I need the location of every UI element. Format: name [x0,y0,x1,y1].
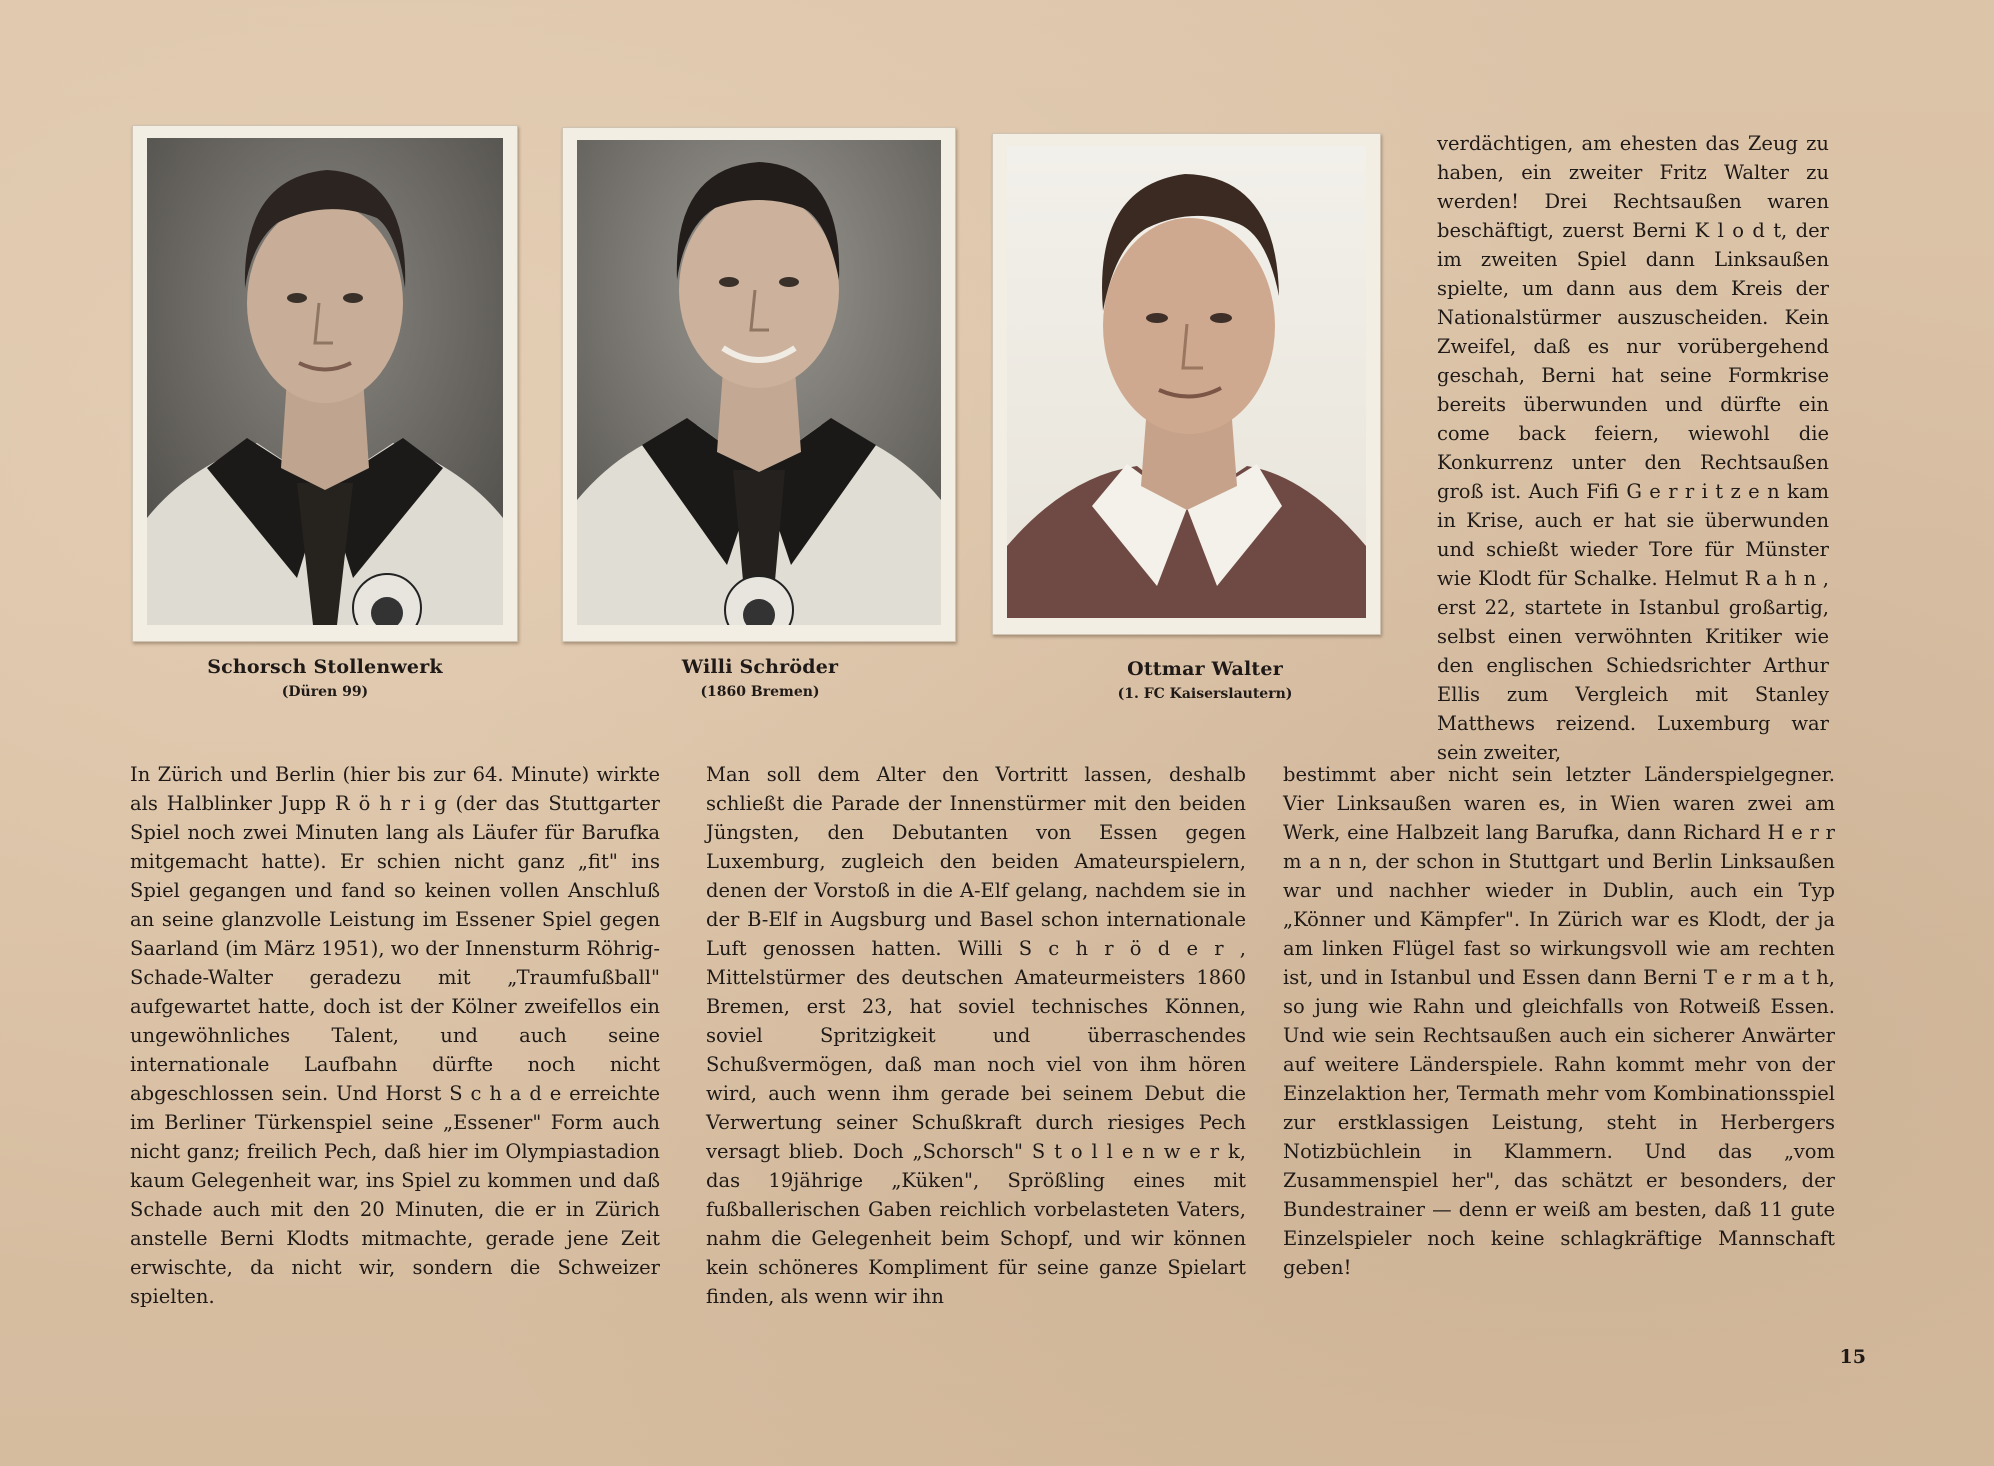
caption-name: Ottmar Walter [1127,658,1283,680]
photo-card-stollenwerk [132,125,518,642]
caption-schroeder [630,656,890,700]
caption-club: (1860 Bremen) [700,684,820,700]
photo-card-walter [992,133,1381,635]
paragraph-right-top: verdächtigen, am ehesten das Zeug zu haben, ein zweiter Fritz Walter zu werden! Drei Rechtsaußen waren beschäftigt, zuerst Berni K l o d t, der im zweiten Spiel dann Linksaußen spielte, um dann aus dem Kreis der Nationalstürmer auszuscheiden. Kein Zweifel, daß es nur vorübergehend geschah, Berni hat seine Formkrise bereits überwunden und dürfte ein come back feiern, wiewohl die Konkurrenz unter den Rechtsaußen groß ist. Auch Fifi G e r r i t z e n kam in Krise, auch er hat sie überwunden und schießt wieder Tore für Münster wie Klodt für Schalke. Helmut R a h n , erst 22, startete in Istanbul großartig, selbst einen verwöhnten Kritiker wie den englischen Schiedsrichter Arthur Ellis zum Vergleich mit Stanley Matthews reizend. Luxemburg war sein zweiter, [1437,132,1829,764]
text-column-1 [130,760,660,1311]
player-photo-stollenwerk [147,138,503,625]
text-column-2 [706,760,1246,1311]
player-photo-schroeder [577,140,941,625]
caption-stollenwerk [200,656,450,700]
caption-name: Schorsch Stollenwerk [207,656,443,678]
paragraph-col3: bestimmt aber nicht sein letzter Länderspielgegner. Vier Linksaußen waren es, in Wien waren zwei am Werk, eine Halbzeit lang Barufka, dann Richard H e r r m a n n, der schon in Stuttgart und Berlin Linksaußen war und nachher wieder in Dublin, auch ein Typ „Könner und Kämpfer". In Zürich war es Klodt, der ja am linken Flügel fast so wirkungsvoll wie am rechten ist, und in Istanbul und Essen dann Berni T e r m a t h, so jung wie Rahn und gleichfalls von Rotweiß Essen. Und wie sein Rechtsaußen auch ein sicherer Anwärter auf weitere Länderspiele. Rahn kommt mehr von der Einzelaktion her, Termath mehr vom Kombinationsspiel zur erstklassigen Leistung, steht in Herbergers Notizbüchlein in Klammern. Und das „vom Zusammenspiel her", das schätzt er besonders, der Bundestrainer — denn er weiß am besten, daß 11 gute Einzelspieler noch keine schlagkräftige Mannschaft geben! [1283,763,1835,1279]
caption-club: (1. FC Kaiserslautern) [1117,686,1293,702]
paragraph-col2: Man soll dem Alter den Vortritt lassen, deshalb schließt die Parade der Innenstürmer mit den beiden Jüngsten, den Debutanten von Essen gegen Luxemburg, zugleich den beiden Amateurspielern, denen der Vorstoß in die A-Elf gelang, nachdem sie in der B-Elf in Augsburg und Basel schon internationale Luft genossen hatten. Willi S c h r ö d e r , Mittelstürmer des deutschen Amateurmeisters 1860 Bremen, erst 23, hat soviel technisches Können, soviel Spritzigkeit und überraschendes Schußvermögen, daß man noch viel von ihm hören wird, auch wenn ihm gerade bei seinem Debut die Verwertung seiner Schußkraft durch riesiges Pech versagt blieb. Doch „Schorsch" S t o l l e n w e r k, das 19jährige „Küken", Sprößling eines mit fußballerischen Gaben reichlich vorbelasteten Vaters, nahm die Gelegenheit beim Schopf, und wir können kein schöneres Kompliment für seine ganze Spielart finden, als wenn wir ihn [706,763,1246,1308]
paragraph-col1: In Zürich und Berlin (hier bis zur 64. Minute) wirkte als Halblinker Jupp R ö h r i g (der das Stuttgarter Spiel noch zwei Minuten lang als Läufer für Barufka mitgemacht hatte). Er schien nicht ganz „fit" ins Spiel gegangen und fand so keinen vollen Anschluß an seine glanzvolle Leistung im Essener Spiel gegen Saarland (im März 1951), wo der Innensturm Röhrig-Schade-Walter geradezu mit „Traumfußball" aufgewartet hatte, doch ist der Kölner zweifellos ein ungewöhnliches Talent, und auch seine internationale Laufbahn dürfte noch nicht abgeschlossen sein. Und Horst S c h a d e erreichte im Berliner Türkenspiel seine „Essener" Form auch nicht ganz; freilich Pech, daß hier im Olympiastadion kaum Gelegenheit war, ins Spiel zu kommen und daß Schade auch mit den 20 Minuten, die er in Zürich anstelle Berni Klodts mitmachte, gerade jene Zeit erwischte, da nicht wir, sondern die Schweizer spielten. [130,763,660,1308]
page-number: 15 [1839,1346,1866,1368]
player-photo-walter [1007,146,1366,618]
photo-card-schroeder [562,127,956,642]
text-right-column-top [1437,129,1829,767]
caption-name: Willi Schröder [681,656,839,678]
text-column-3 [1283,760,1835,1282]
caption-walter [1060,658,1350,702]
caption-club: (Düren 99) [281,684,369,700]
